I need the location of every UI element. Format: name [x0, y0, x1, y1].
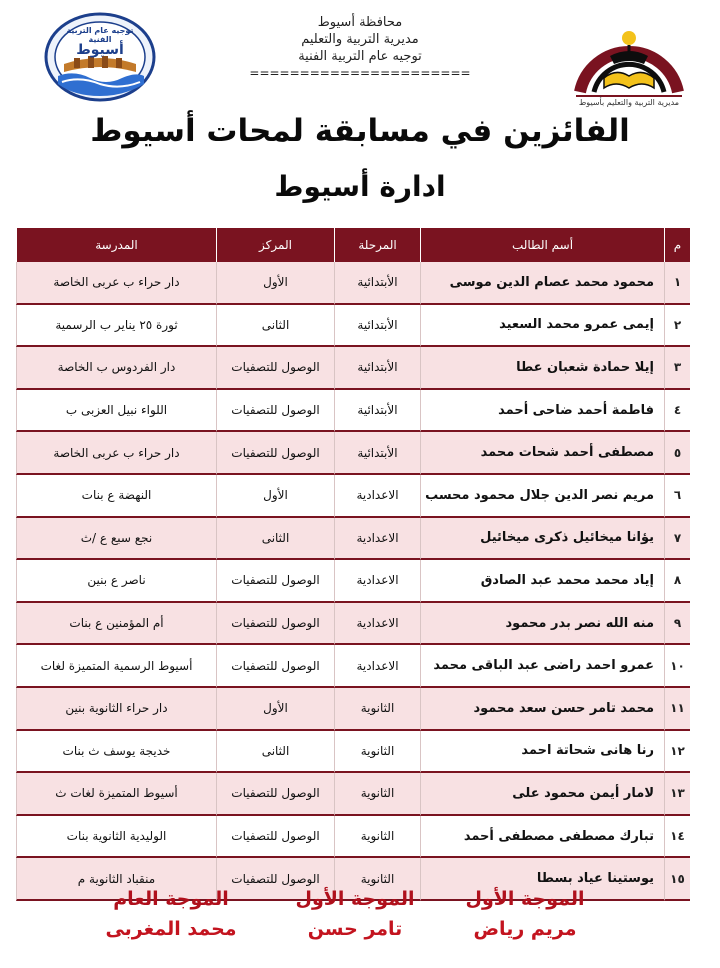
student-name: يؤانا ميخائيل ذكرى ميخائيل	[420, 518, 664, 561]
column-header-student: أسم الطالب	[420, 228, 664, 262]
table-row	[16, 305, 690, 348]
student-name: يوستينا عياد بسطا	[420, 858, 664, 901]
student-name: عمرو احمد راضى عبد الباقى محمد	[420, 645, 664, 688]
student-name: رنا هانى شحاتة احمد	[420, 731, 664, 774]
school-cell: خديجة يوسف ث بنات	[16, 731, 216, 774]
school-cell: أم المؤمنين ع بنات	[16, 603, 216, 646]
signature-block-3	[86, 884, 256, 944]
table-row	[16, 432, 690, 475]
rank-cell: الأول	[216, 688, 334, 731]
stage-cell: الأبتدائية	[334, 390, 420, 433]
column-header-number: م	[664, 228, 690, 262]
school-cell: ثورة ٢٥ يناير ب الرسمية	[16, 305, 216, 348]
signature-name: محمد المغربى	[105, 918, 237, 940]
directorate-logo	[566, 8, 692, 112]
table-row	[16, 816, 690, 859]
stage-cell: الثانوية	[334, 858, 420, 901]
student-name: إيمى عمرو محمد السعيد	[420, 305, 664, 348]
row-number: ٣	[664, 347, 690, 390]
table-row	[16, 475, 690, 518]
school-cell: منقباد الثانوية م	[16, 858, 216, 901]
directorate-line: مديرية التربية والتعليم	[301, 32, 419, 47]
row-number: ١٤	[664, 816, 690, 859]
rank-cell: الوصول للتصفيات	[216, 858, 334, 901]
school-cell: أسيوط المتميزة لغات ث	[16, 773, 216, 816]
table-row	[16, 731, 690, 774]
signature-name: تامر حسن	[307, 918, 403, 940]
rank-cell: الوصول للتصفيات	[216, 773, 334, 816]
row-number: ٤	[664, 390, 690, 433]
student-name: لامار أيمن محمود على	[420, 773, 664, 816]
table-row	[16, 645, 690, 688]
rank-cell: الوصول للتصفيات	[216, 347, 334, 390]
student-name: فاطمة أحمد ضاحى أحمد	[420, 390, 664, 433]
rank-cell: الوصول للتصفيات	[216, 603, 334, 646]
table-row	[16, 262, 690, 305]
row-number: ١٢	[664, 731, 690, 774]
logo-word: أسيوط	[76, 42, 124, 58]
signature-name: مريم رياض	[473, 918, 577, 940]
rank-cell: الأول	[216, 475, 334, 518]
school-cell: دار حراء ب عربى الخاصة	[16, 262, 216, 305]
governorate-line: محافظة أسيوط	[317, 15, 403, 30]
rank-cell: الأول	[216, 262, 334, 305]
row-number: ١	[664, 262, 690, 305]
stage-cell: الثانوية	[334, 816, 420, 859]
stage-cell: الاعدادية	[334, 603, 420, 646]
art-education-logo	[44, 12, 156, 102]
stage-cell: الاعدادية	[334, 560, 420, 603]
header-separator: ======================	[249, 66, 471, 80]
school-cell: دار الفردوس ب الخاصة	[16, 347, 216, 390]
school-cell: النهضة ع بنات	[16, 475, 216, 518]
row-number: ٢	[664, 305, 690, 348]
page-subtitle: ادارة أسيوط	[274, 170, 446, 203]
student-name: منه الله نصر بدر محمود	[420, 603, 664, 646]
row-number: ٦	[664, 475, 690, 518]
column-header-stage: المرحلة	[334, 228, 420, 262]
school-cell: أسيوط الرسمية المتميزة لغات	[16, 645, 216, 688]
logo-arc-text: توجيه عام التربية الفنية	[66, 26, 134, 44]
school-cell: دار حراء الثانوية بنين	[16, 688, 216, 731]
rank-cell: الوصول للتصفيات	[216, 816, 334, 859]
column-header-rank: المركز	[216, 228, 334, 262]
student-name: محمود محمد عصام الدين موسى	[420, 262, 664, 305]
stage-cell: الاعدادية	[334, 645, 420, 688]
column-header-school: المدرسة	[16, 228, 216, 262]
page-title: الفائزين في مسابقة لمحات أسيوط	[90, 113, 630, 149]
table-row	[16, 347, 690, 390]
stage-cell: الثانوية	[334, 688, 420, 731]
stage-cell: الاعدادية	[334, 518, 420, 561]
student-name: تبارك مصطفى مصطفى أحمد	[420, 816, 664, 859]
table-row	[16, 560, 690, 603]
stage-cell: الأبتدائية	[334, 432, 420, 475]
school-cell: نجع سبع ع /ث	[16, 518, 216, 561]
row-number: ١١	[664, 688, 690, 731]
student-name: محمد تامر حسن سعد محمود	[420, 688, 664, 731]
signature-title: الموجة الأول	[465, 888, 585, 910]
logo-caption: مديرية التربية والتعليم بأسيوط	[578, 98, 680, 107]
stage-cell: الثانوية	[334, 731, 420, 774]
stage-cell: الأبتدائية	[334, 347, 420, 390]
stage-cell: الأبتدائية	[334, 262, 420, 305]
school-cell: دار حراء ب عربى الخاصة	[16, 432, 216, 475]
table-header-row	[16, 228, 690, 262]
rank-cell: الوصول للتصفيات	[216, 645, 334, 688]
rank-cell: الوصول للتصفيات	[216, 432, 334, 475]
table-row	[16, 688, 690, 731]
rank-cell: الثانى	[216, 518, 334, 561]
row-number: ٩	[664, 603, 690, 646]
student-name: مريم نصر الدين جلال محمود محسب	[420, 475, 664, 518]
signature-title: الموجة العام	[113, 888, 229, 910]
row-number: ٧	[664, 518, 690, 561]
document-header	[200, 14, 520, 82]
table-row	[16, 518, 690, 561]
signatures-footer	[0, 884, 720, 958]
row-number: ٨	[664, 560, 690, 603]
signature-block-2	[270, 884, 440, 944]
row-number: ١٣	[664, 773, 690, 816]
stage-cell: الثانوية	[334, 773, 420, 816]
winners-table	[16, 228, 690, 901]
rank-cell: الوصول للتصفيات	[216, 560, 334, 603]
table-row	[16, 603, 690, 646]
school-cell: اللواء نبيل العزبى ب	[16, 390, 216, 433]
table-row	[16, 390, 690, 433]
student-name: إياد محمد محمد عبد الصادق	[420, 560, 664, 603]
stage-cell: الاعدادية	[334, 475, 420, 518]
stage-cell: الأبتدائية	[334, 305, 420, 348]
signature-block-1	[440, 884, 610, 944]
student-name: إيلا حمادة شعبان عطا	[420, 347, 664, 390]
table-body	[16, 262, 690, 901]
row-number: ١٠	[664, 645, 690, 688]
rank-cell: الثانى	[216, 731, 334, 774]
student-name: مصطفى أحمد شحات محمد	[420, 432, 664, 475]
row-number: ٥	[664, 432, 690, 475]
row-number: ١٥	[664, 858, 690, 901]
department-line: توجيه عام التربية الفنية	[298, 49, 422, 64]
school-cell: ناصر ع بنين	[16, 560, 216, 603]
table-row	[16, 773, 690, 816]
rank-cell: الثانى	[216, 305, 334, 348]
school-cell: الوليدية الثانوية بنات	[16, 816, 216, 859]
rank-cell: الوصول للتصفيات	[216, 390, 334, 433]
signature-title: الموجة الأول	[295, 888, 415, 910]
